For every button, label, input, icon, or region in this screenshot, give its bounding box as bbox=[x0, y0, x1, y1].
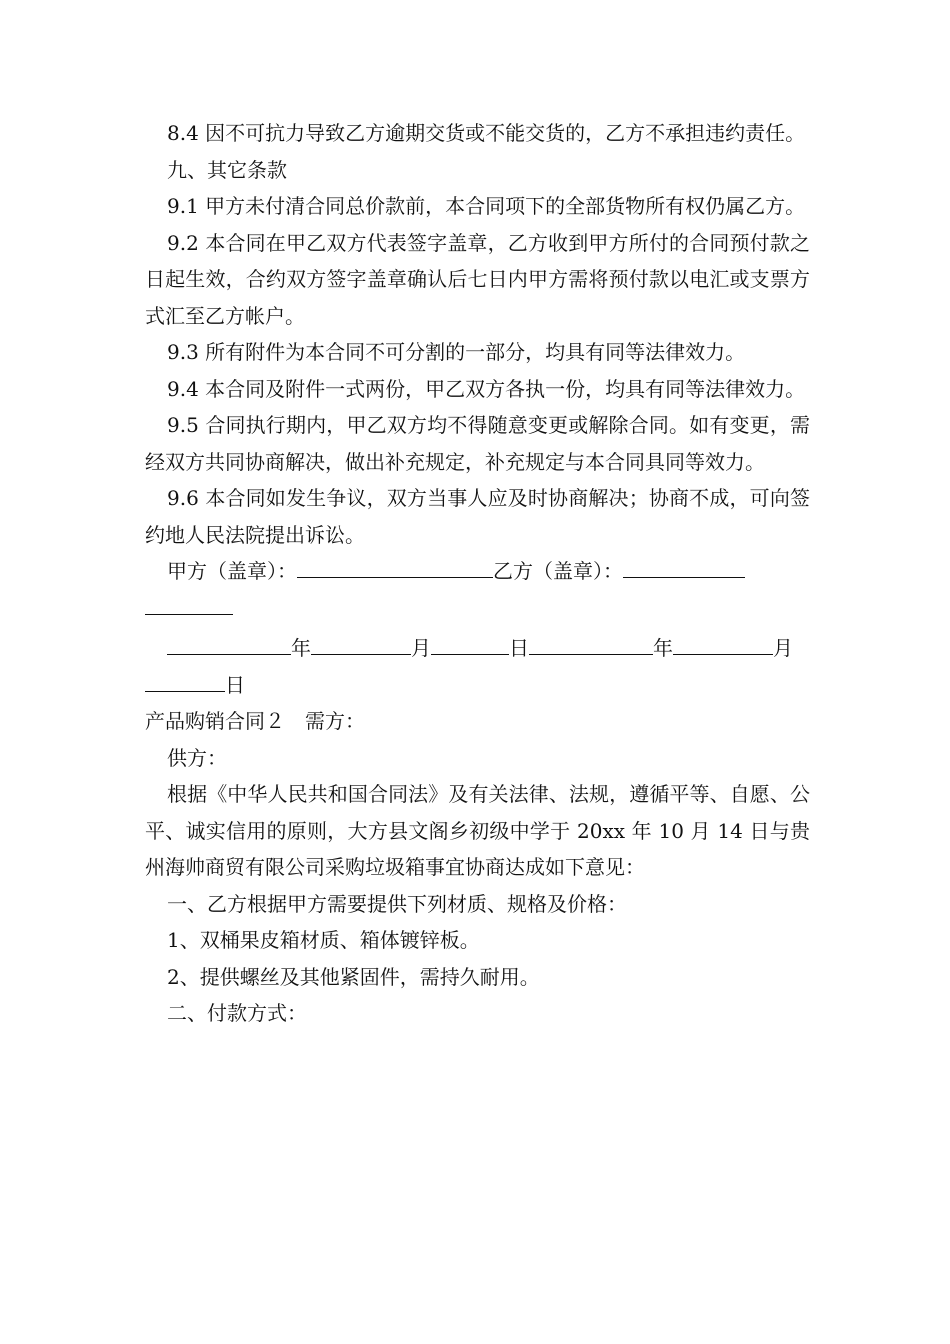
contract2-item2-heading: 二、付款方式： bbox=[167, 1001, 307, 1025]
signature-dates-continuation bbox=[145, 667, 810, 704]
signature-parties bbox=[145, 553, 810, 590]
document-body bbox=[145, 115, 810, 1032]
date-a-day-blank bbox=[431, 632, 509, 655]
clause-9-3: 9.3 所有附件为本合同不可分割的一部分，均具有同等法律效力。 bbox=[167, 340, 746, 364]
clause-9-6: 9.6 本合同如发生争议，双方当事人应及时协商解决；协商不成，可向签约地人民法院提出诉讼。 bbox=[145, 486, 810, 547]
party-a-blank bbox=[297, 555, 493, 578]
contract2-title: 产品购销合同２ 需方： bbox=[145, 709, 365, 733]
contract2-item1-heading: 一、乙方根据甲方需要提供下列材质、规格及价格： bbox=[167, 891, 627, 916]
party-b-blank-continued bbox=[145, 592, 233, 615]
date-b-year-blank bbox=[529, 632, 653, 655]
clause-9-4: 9.4 本合同及附件一式两份，甲乙双方各执一份，均具有同等法律效力。 bbox=[167, 376, 806, 401]
contract2-supplier: 供方： bbox=[167, 745, 227, 770]
date-a-month-blank bbox=[311, 632, 411, 655]
contract2-intro: 根据《中华人民共和国合同法》及有关法律、法规，遵循平等、自愿、公平、诚实信用的原则，大方县文阁乡初级中学于 20xx 年 10 月 14 日与贵州海帅商贸有限公司采购垃圾箱事宜协商达成如下意见： bbox=[145, 782, 810, 879]
party-a-label: 甲方（盖章）： bbox=[167, 559, 297, 583]
date-b-month-label: 月 bbox=[773, 636, 793, 660]
date-a-day-label: 日 bbox=[509, 636, 529, 660]
date-b-month-blank bbox=[673, 632, 773, 655]
clause-8-4: 8.4 因不可抗力导致乙方逾期交货或不能交货的，乙方不承担违约责任。 bbox=[167, 121, 806, 145]
contract2-item1-1: 1、双桶果皮箱材质、箱体镀锌板。 bbox=[167, 928, 480, 952]
clause-9-5: 9.5 合同执行期内，甲乙双方均不得随意变更或解除合同。如有变更，需经双方共同协商解决，做出补充规定，补充规定与本合同具同等效力。 bbox=[145, 413, 810, 474]
date-b-day-blank bbox=[145, 669, 225, 692]
signature-dates bbox=[145, 630, 810, 667]
party-b-label: 乙方（盖章）： bbox=[493, 559, 623, 583]
date-b-year-label: 年 bbox=[653, 636, 673, 660]
signature-blank-continuation bbox=[145, 590, 810, 627]
clause-9-1: 9.1 甲方未付清合同总价款前，本合同项下的全部货物所有权仍属乙方。 bbox=[167, 194, 806, 218]
clause-9-2: 9.2 本合同在甲乙双方代表签字盖章，乙方收到甲方所付的合同预付款之日起生效，合约双方签字盖章确认后七日内甲方需将预付款以电汇或支票方式汇至乙方帐户。 bbox=[145, 230, 810, 328]
date-b-day-label: 日 bbox=[225, 672, 245, 697]
section-heading-9: 九、其它条款 bbox=[167, 157, 287, 182]
date-a-year-blank bbox=[167, 632, 291, 655]
date-a-month-label: 月 bbox=[411, 636, 431, 660]
party-b-blank bbox=[623, 555, 745, 578]
date-a-year-label: 年 bbox=[291, 636, 311, 660]
contract2-item1-2: 2、提供螺丝及其他紧固件，需持久耐用。 bbox=[167, 964, 540, 989]
